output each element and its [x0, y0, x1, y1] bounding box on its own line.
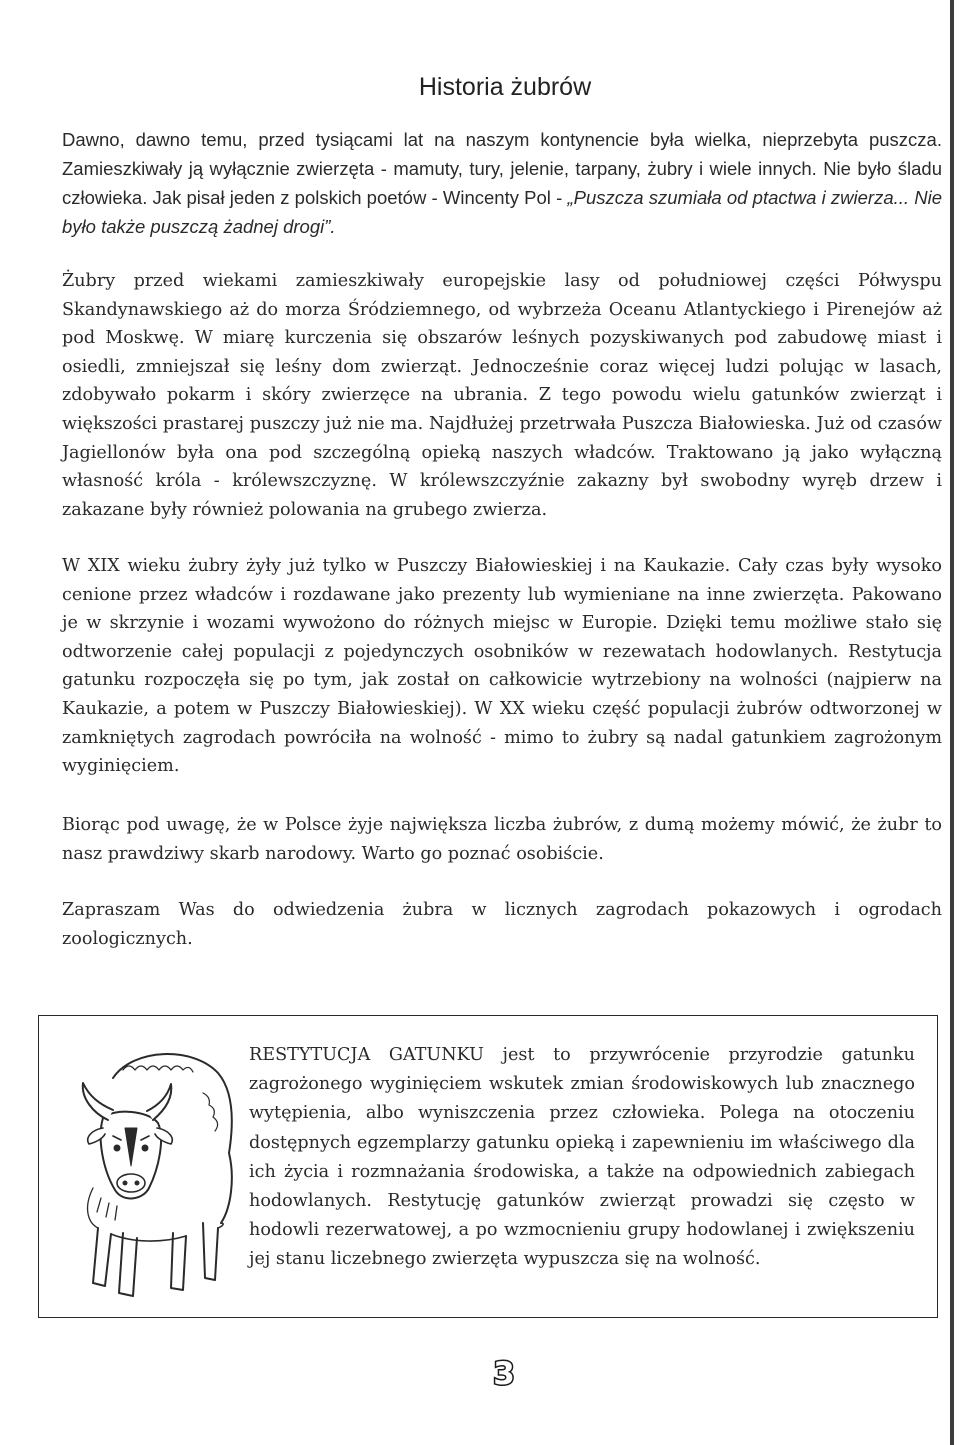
poet-quote: „Puszcza szumiała od ptactwa i zwierza... Nie było także puszczą żadnej drogi”.: [62, 187, 942, 237]
paragraph-19th-century: W XIX wieku żubry żyły już tylko w Puszczy Białowieskiej i na Kaukazie. Cały czas były wysoko cenione przez władców i rozdawane jako prezenty lub wymieniane na inne zwierzęta. Pakowano je w skrzynie i wozami wywożono do różnych miejsc w Europie. Dzięki temu możliwe stało się odtworzenie całej populacji z pojedynczych osobników w rezewatach hodowlanych. Restytucja gatunku rozpoczęła się po tym, jak został on całkowicie wytrzebiony na wolności (najpierw na Kaukazie, a potem w Puszczy Białowieskiej). W XX wieku część populacji żubrów odtworzonej w zamkniętych zagrodach powróciła na wolność - mimo to żubry są nadal gatunkiem zagrożonym wyginięciem.: [62, 556, 942, 777]
restitution-definition: RESTYTUCJA GATUNKU jest to przywrócenie przyrodzie gatunku zagrożonego wyginięciem wskutek zmian środowiskowych lub znacznego wytępienia, albo wyniszczenia przez człowieka. Polega na otoczeniu dostępnych egzemplarzy gatunku opieką i zapewnieniu im właściwego dla ich życia i rozmnażania środowiska, a także na odpowiednich zabiegach hodowlanych. Restytucję gatunków zwierząt prowadzi się często w hodowli rezerwatowej, a po wzmocnieniu grupy hodowlanej i zwiększeniu jej stanu liczebnego zwierzęta wypuszcza się na wolność.: [249, 1045, 915, 1270]
page-edge-rule: [950, 0, 954, 1445]
paragraph-intro: [62, 125, 942, 241]
page-number: [484, 1355, 524, 1393]
paragraph-national-treasure: Biorąc pod uwagę, że w Polsce żyje największa liczba żubrów, z dumą możemy mówić, że żubr to nasz prawdziwy skarb narodowy. Warto go poznać osobiście.: [62, 815, 942, 864]
bison-illustration-icon: [53, 1038, 238, 1306]
paragraph-intro-text: Dawno, dawno temu, przed tysiącami lat na naszym kontynencie była wielka, nieprzebyta puszcza. Zamieszkiwały ją wyłącznie zwierzęta - mamuty, tury, jelenie, tarpany, żubry i wiele innych. Nie było śladu człowieka. Jak pisał jeden z polskich poetów - Wincenty Pol -: [62, 129, 942, 208]
page-title: Historia żubrów: [418, 73, 592, 101]
paragraph-history: Żubry przed wiekami zamieszkiwały europejskie lasy od południowej części Półwyspu Skandynawskiego aż do morza Śródziemnego, od wybrzeża Oceanu Atlantyckiego i Pirenejów aż pod Moskwę. W miarę kurczenia się obszarów leśnych pozyskiwanych pod zabudowę miast i osiedli, zmniejszał się leśny dom zwierząt. Jednocześnie coraz więcej ludzi polując w lasach, zdobywało pokarm i skóry zwierzęce na ubrania. Z tego powodu wielu gatunków zwierząt i większości prastarej puszczy już nie ma. Najdłużej przetrwała Puszcza Białowieska. Już od czasów Jagiellonów była ona pod szczególną opieką naszych władców. Traktowano ją jako wyłączną własność króla - królewszczyznę. W królewszczyźnie zakazny był swobodny wyręb drzew i zakazane były również polowania na grubego zwierza.: [62, 271, 942, 520]
paragraph-invitation: Zapraszam Was do odwiedzenia żubra w licznych zagrodach pokazowych i ogrodach zoologicznych.: [62, 900, 942, 949]
page-number-label: 3: [493, 1356, 515, 1392]
restitution-infobox: [38, 1015, 938, 1318]
